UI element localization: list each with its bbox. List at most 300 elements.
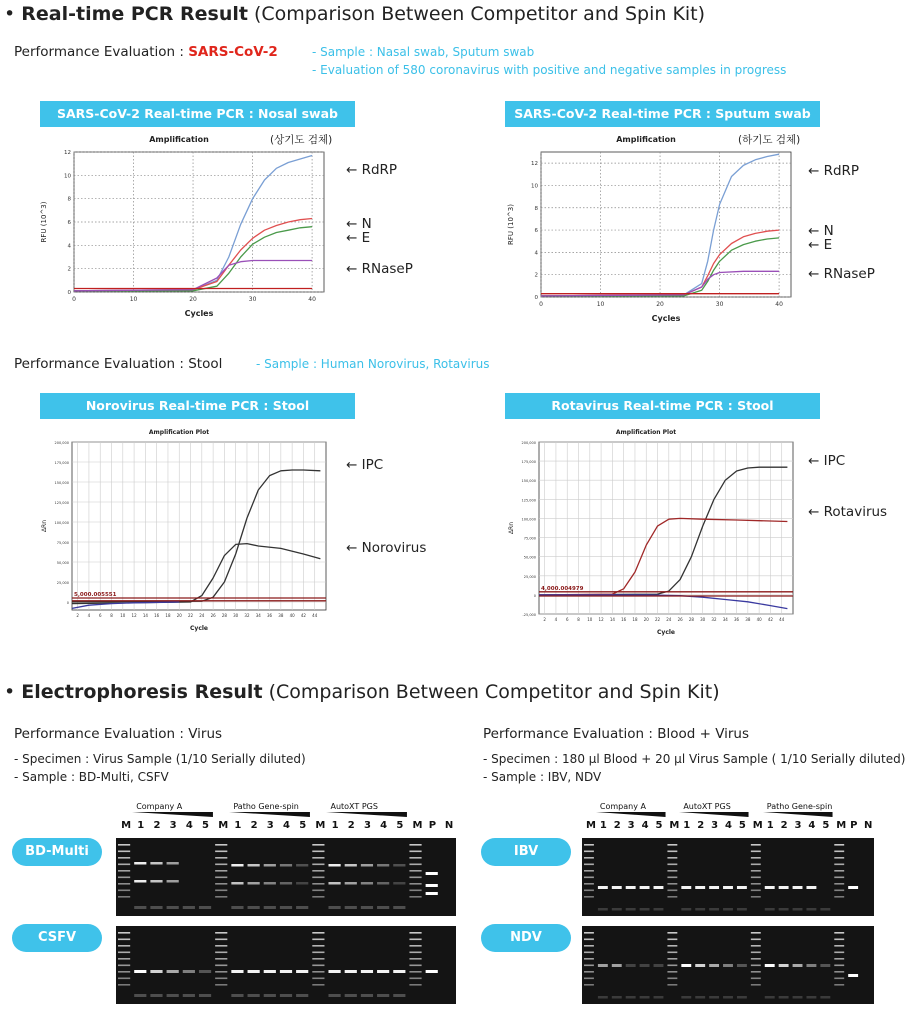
right-gel-panel bbox=[582, 800, 874, 1010]
sample-band bbox=[248, 864, 260, 867]
gel-lane-label: 1 bbox=[234, 820, 242, 831]
ladder-band bbox=[584, 896, 594, 898]
primer-band bbox=[709, 996, 719, 999]
ladder-band bbox=[215, 844, 227, 846]
primer-band bbox=[377, 906, 389, 909]
x-tick-label: 42 bbox=[767, 617, 773, 622]
gel-lane-label: M bbox=[585, 820, 596, 831]
electro-section-title: • Electrophoresis Result (Comparison Between Competitor and Spin Kit) bbox=[4, 681, 720, 703]
left-spec-2: - Sample : BD-Multi, CSFV bbox=[14, 770, 169, 784]
x-tick-label: 20 bbox=[189, 296, 197, 303]
ladder-band bbox=[584, 952, 594, 954]
ladder-band bbox=[667, 958, 677, 960]
sputum-korean-label: (하기도 검체) bbox=[738, 134, 801, 146]
y-tick-label: 150,000 bbox=[521, 479, 536, 484]
primer-band bbox=[134, 906, 146, 909]
pill-bd-multi: BD-Multi bbox=[12, 838, 102, 866]
sample-band bbox=[723, 886, 733, 889]
y-tick-label: 4 bbox=[67, 243, 71, 250]
gel-group-label: AutoXT PGS bbox=[330, 802, 378, 811]
sample-band bbox=[681, 964, 691, 967]
ladder-band bbox=[751, 877, 761, 879]
ladder-band bbox=[409, 939, 421, 941]
ladder-band bbox=[834, 932, 844, 934]
primer-band bbox=[361, 906, 373, 909]
ladder-band bbox=[312, 877, 324, 879]
ladder-band bbox=[312, 864, 324, 866]
x-tick-label: 4 bbox=[87, 613, 91, 618]
plot-frame bbox=[72, 442, 326, 610]
x-tick-label: 20 bbox=[176, 613, 182, 618]
primer-band bbox=[328, 906, 340, 909]
y-tick-label: 12 bbox=[64, 150, 71, 156]
dilution-wedge bbox=[326, 812, 407, 820]
primer-band bbox=[280, 906, 292, 909]
plot-frame bbox=[541, 152, 791, 297]
sample-band bbox=[248, 970, 260, 973]
ladder-band bbox=[667, 978, 677, 980]
pill-ndv: NDV bbox=[481, 924, 571, 952]
primer-band bbox=[183, 906, 195, 909]
y-tick-label: 6 bbox=[534, 228, 538, 235]
gel-group-label: AutoXT PGS bbox=[683, 802, 731, 811]
sample-band bbox=[183, 970, 195, 973]
primer-band bbox=[598, 908, 608, 911]
primer-band bbox=[393, 994, 405, 997]
ladder-band bbox=[118, 896, 130, 898]
chart-title: Amplification Plot bbox=[615, 429, 677, 436]
sars-eval-line: Performance Evaluation : SARS-CoV-2 bbox=[14, 44, 278, 60]
primer-band bbox=[296, 994, 308, 997]
y-tick-label: 100,000 bbox=[54, 521, 69, 525]
ladder-band bbox=[834, 851, 844, 853]
ladder-band bbox=[584, 971, 594, 973]
ladder-band bbox=[834, 890, 844, 892]
sample-band bbox=[612, 964, 622, 967]
sample-band bbox=[654, 964, 664, 967]
ladder-band bbox=[215, 883, 227, 885]
x-tick-label: 44 bbox=[312, 613, 318, 618]
ladder-band bbox=[312, 870, 324, 872]
ladder-band bbox=[215, 939, 227, 941]
positive-band bbox=[426, 970, 438, 973]
sample-band bbox=[793, 964, 803, 967]
x-tick-label: 22 bbox=[187, 613, 194, 618]
primer-band bbox=[806, 908, 816, 911]
gel-lane-label: 2 bbox=[613, 820, 621, 831]
primer-band bbox=[695, 908, 705, 911]
x-tick-label: 14 bbox=[609, 617, 615, 622]
sample-band bbox=[328, 882, 340, 885]
primer-band bbox=[199, 906, 211, 909]
x-tick-label: 28 bbox=[221, 613, 227, 618]
ladder-band bbox=[834, 939, 844, 941]
nasal-label-e: ← E bbox=[346, 230, 371, 246]
y-axis-label: RFU (10^3) bbox=[507, 204, 515, 245]
gel-image-ndv bbox=[582, 926, 874, 1004]
gel-lane-label: 2 bbox=[697, 820, 705, 831]
nasal-banner: SARS-CoV-2 Real-time PCR : Nosal swab bbox=[40, 101, 355, 127]
sample-band bbox=[134, 970, 146, 973]
gel-lane-label: 3 bbox=[627, 820, 635, 831]
dilution-wedge bbox=[596, 812, 666, 820]
primer-band bbox=[167, 994, 179, 997]
gel-lane-label: 1 bbox=[331, 820, 339, 831]
ladder-band bbox=[667, 877, 677, 879]
positive-band bbox=[426, 892, 438, 895]
y-tick-label: 75,000 bbox=[56, 541, 69, 545]
primer-band bbox=[345, 994, 357, 997]
x-tick-label: 18 bbox=[165, 613, 171, 618]
rota-banner: Rotavirus Real-time PCR : Stool bbox=[505, 393, 820, 419]
chart-title: Amplification Plot bbox=[148, 429, 210, 436]
y-tick-label: 0 bbox=[67, 290, 71, 296]
ladder-band bbox=[667, 971, 677, 973]
ladder-band bbox=[215, 864, 227, 866]
sample-band bbox=[296, 970, 308, 973]
y-tick-label: 8 bbox=[534, 205, 538, 212]
positive-band bbox=[426, 872, 438, 875]
sample-band bbox=[361, 882, 373, 885]
ladder-band bbox=[312, 945, 324, 947]
ladder-band bbox=[751, 851, 761, 853]
primer-band bbox=[806, 996, 816, 999]
ladder-band bbox=[667, 932, 677, 934]
noro-chart bbox=[38, 422, 334, 632]
primer-band bbox=[626, 908, 636, 911]
primer-band bbox=[737, 908, 747, 911]
primer-band bbox=[199, 994, 211, 997]
gel-lane-label: M bbox=[412, 820, 423, 831]
left-gel-panel bbox=[116, 800, 456, 1010]
ladder-band bbox=[584, 890, 594, 892]
gel-lane-label: 4 bbox=[641, 820, 649, 831]
gel-image-ibv bbox=[582, 838, 874, 916]
gel-lane-label: 4 bbox=[380, 820, 388, 831]
x-tick-label: 12 bbox=[598, 617, 604, 622]
ladder-band bbox=[667, 864, 677, 866]
x-tick-label: 20 bbox=[656, 301, 664, 308]
ladder-band bbox=[409, 971, 421, 973]
sample-band bbox=[199, 970, 211, 973]
gel-lane-label: 3 bbox=[266, 820, 274, 831]
ladder-band bbox=[215, 932, 227, 934]
x-axis-label: Cycles bbox=[184, 309, 214, 318]
ladder-band bbox=[584, 864, 594, 866]
ladder-band bbox=[667, 844, 677, 846]
sample-band bbox=[167, 880, 179, 883]
ladder-band bbox=[118, 851, 130, 853]
ladder-band bbox=[751, 896, 761, 898]
gel-lane-label: 5 bbox=[396, 820, 404, 831]
sample-band bbox=[765, 886, 775, 889]
ladder-band bbox=[584, 844, 594, 846]
ladder-band bbox=[409, 978, 421, 980]
ladder-band bbox=[584, 851, 594, 853]
sample-band bbox=[377, 864, 389, 867]
primer-band bbox=[598, 996, 608, 999]
y-tick-label: 4 bbox=[534, 250, 538, 257]
x-tick-label: 40 bbox=[308, 296, 316, 303]
sample-band bbox=[765, 964, 775, 967]
ladder-band bbox=[751, 870, 761, 872]
chart-title: Amplification bbox=[616, 135, 676, 144]
gel-lane-label: N bbox=[444, 820, 454, 831]
gel-group-label: Patho Gene-spin bbox=[766, 802, 833, 811]
ladder-band bbox=[215, 890, 227, 892]
sample-band bbox=[134, 862, 146, 865]
y-axis-label: ΔRn bbox=[508, 521, 515, 535]
sample-band bbox=[345, 882, 357, 885]
sample-band bbox=[345, 970, 357, 973]
ladder-band bbox=[312, 978, 324, 980]
primer-band bbox=[377, 994, 389, 997]
primer-band bbox=[231, 906, 243, 909]
primer-band bbox=[793, 996, 803, 999]
ladder-band bbox=[118, 883, 130, 885]
primer-band bbox=[280, 994, 292, 997]
y-tick-label: 25,000 bbox=[56, 581, 69, 585]
x-tick-label: 10 bbox=[596, 301, 605, 308]
sample-band bbox=[264, 882, 276, 885]
y-axis-label: ΔRn bbox=[41, 519, 48, 533]
ladder-band bbox=[118, 890, 130, 892]
sars-note-1: - Sample : Nasal swab, Sputum swab bbox=[312, 45, 535, 59]
nasal-label-n: ← N bbox=[346, 216, 372, 232]
sample-band bbox=[328, 970, 340, 973]
gel-lane-label: 1 bbox=[599, 820, 607, 831]
x-tick-label: 10 bbox=[129, 296, 138, 303]
y-tick-label: 200,000 bbox=[54, 441, 69, 445]
sample-band bbox=[598, 886, 608, 889]
primer-band bbox=[183, 994, 195, 997]
sample-band bbox=[264, 864, 276, 867]
ladder-band bbox=[215, 952, 227, 954]
rota-chart bbox=[505, 422, 801, 636]
ladder-band bbox=[409, 958, 421, 960]
gel-lane-label: 3 bbox=[794, 820, 802, 831]
gel-lane-label: 1 bbox=[766, 820, 774, 831]
ladder-band bbox=[751, 958, 761, 960]
ladder-band bbox=[215, 984, 227, 986]
ladder-band bbox=[751, 952, 761, 954]
sputum-label-rdrp: ← RdRP bbox=[808, 163, 860, 179]
y-tick-label: 150,000 bbox=[54, 481, 69, 485]
y-tick-label: 10 bbox=[64, 173, 71, 180]
x-tick-label: 30 bbox=[233, 613, 239, 618]
primer-band bbox=[640, 908, 650, 911]
primer-band bbox=[779, 908, 789, 911]
ladder-band bbox=[834, 883, 844, 885]
gel-lane-label: 2 bbox=[347, 820, 355, 831]
ladder-band bbox=[409, 857, 421, 859]
primer-band bbox=[779, 996, 789, 999]
gel-lane-label: M bbox=[752, 820, 763, 831]
ladder-band bbox=[667, 857, 677, 859]
sample-band bbox=[681, 886, 691, 889]
gel-background bbox=[116, 838, 456, 916]
left-spec-1: - Specimen : Virus Sample (1/10 Serially diluted) bbox=[14, 752, 306, 766]
ladder-band bbox=[118, 877, 130, 879]
x-tick-label: 0 bbox=[72, 296, 76, 303]
ladder-band bbox=[409, 896, 421, 898]
y-tick-label: 25,000 bbox=[523, 574, 536, 579]
y-tick-label: 175,000 bbox=[54, 461, 69, 465]
ladder-band bbox=[584, 984, 594, 986]
ladder-band bbox=[834, 971, 844, 973]
primer-band bbox=[167, 906, 179, 909]
gel-lane-label: 4 bbox=[808, 820, 816, 831]
sample-band bbox=[231, 970, 243, 973]
ladder-band bbox=[751, 890, 761, 892]
ladder-band bbox=[834, 965, 844, 967]
sample-band bbox=[820, 964, 830, 967]
ladder-band bbox=[584, 965, 594, 967]
ladder-band bbox=[667, 945, 677, 947]
sample-band bbox=[134, 880, 146, 883]
primer-band bbox=[820, 908, 830, 911]
sample-band bbox=[167, 970, 179, 973]
sample-band bbox=[793, 886, 803, 889]
x-tick-label: 18 bbox=[632, 617, 638, 622]
primer-band bbox=[626, 996, 636, 999]
ladder-band bbox=[118, 958, 130, 960]
ladder-band bbox=[667, 870, 677, 872]
nasal-chart bbox=[38, 130, 338, 325]
sample-band bbox=[709, 964, 719, 967]
ladder-band bbox=[409, 984, 421, 986]
sample-band bbox=[377, 882, 389, 885]
sample-band bbox=[248, 882, 260, 885]
sample-band bbox=[737, 964, 747, 967]
dilution-wedge-shape bbox=[326, 812, 407, 817]
x-tick-label: 32 bbox=[244, 613, 250, 618]
y-tick-label: 50,000 bbox=[523, 555, 536, 560]
x-tick-label: 24 bbox=[199, 613, 205, 618]
nasal-korean-label: (상기도 검체) bbox=[270, 134, 333, 146]
x-tick-label: 6 bbox=[98, 613, 102, 618]
ladder-band bbox=[312, 857, 324, 859]
y-tick-label: 200,000 bbox=[521, 441, 536, 445]
ladder-band bbox=[751, 857, 761, 859]
ladder-band bbox=[834, 877, 844, 879]
ladder-band bbox=[667, 952, 677, 954]
ladder-band bbox=[584, 877, 594, 879]
ladder-band bbox=[118, 932, 130, 934]
x-tick-label: 32 bbox=[711, 617, 717, 622]
rota-label-rotavirus: ← Rotavirus bbox=[808, 504, 888, 520]
sample-band bbox=[779, 886, 789, 889]
ladder-band bbox=[409, 870, 421, 872]
ladder-band bbox=[215, 870, 227, 872]
ladder-band bbox=[312, 939, 324, 941]
ladder-band bbox=[667, 965, 677, 967]
dilution-wedge bbox=[679, 812, 749, 820]
ladder-band bbox=[118, 939, 130, 941]
positive-band bbox=[848, 886, 858, 889]
right-spec-1: - Specimen : 180 μl Blood + 20 μl Virus Sample ( 1/10 Serially diluted) bbox=[483, 752, 905, 766]
x-tick-label: 24 bbox=[666, 617, 672, 622]
ladder-band bbox=[312, 971, 324, 973]
ladder-band bbox=[118, 864, 130, 866]
sputum-label-rnasep: ← RNaseP bbox=[808, 266, 875, 282]
x-tick-label: 2 bbox=[76, 613, 79, 618]
ladder-band bbox=[118, 965, 130, 967]
ladder-band bbox=[118, 984, 130, 986]
sample-band bbox=[345, 864, 357, 867]
ladder-band bbox=[118, 971, 130, 973]
x-tick-label: 16 bbox=[621, 617, 627, 622]
x-tick-label: 28 bbox=[688, 617, 694, 622]
y-tick-label: 8 bbox=[67, 196, 71, 203]
noro-banner: Norovirus Real-time PCR : Stool bbox=[40, 393, 355, 419]
primer-band bbox=[654, 996, 664, 999]
ladder-band bbox=[409, 932, 421, 934]
dilution-wedge-shape bbox=[596, 812, 666, 817]
gel-lane-label: 5 bbox=[202, 820, 210, 831]
gel-lane-label: 3 bbox=[363, 820, 371, 831]
x-axis-label: Cycle bbox=[657, 629, 675, 636]
gel-lane-label: P bbox=[850, 820, 858, 831]
ladder-band bbox=[834, 844, 844, 846]
ladder-band bbox=[751, 932, 761, 934]
x-tick-label: 42 bbox=[300, 613, 306, 618]
ladder-band bbox=[834, 857, 844, 859]
sample-band bbox=[361, 970, 373, 973]
x-tick-label: 36 bbox=[734, 617, 740, 622]
x-tick-label: 40 bbox=[775, 301, 783, 308]
sample-band bbox=[231, 882, 243, 885]
sample-band bbox=[231, 864, 243, 867]
gel-lane-label: 3 bbox=[169, 820, 177, 831]
gel-lane-label: P bbox=[428, 820, 437, 831]
sample-band bbox=[328, 864, 340, 867]
ladder-band bbox=[215, 877, 227, 879]
gel-group-label: Patho Gene-spin bbox=[233, 802, 299, 811]
y-tick-label: 125,000 bbox=[54, 501, 69, 505]
primer-band bbox=[150, 994, 162, 997]
y-tick-label: 75,000 bbox=[523, 536, 536, 541]
primer-band bbox=[248, 994, 260, 997]
noro-label-ipc: ← IPC bbox=[346, 457, 384, 473]
y-tick-label: 0 bbox=[534, 295, 538, 301]
ladder-band bbox=[584, 932, 594, 934]
ladder-band bbox=[409, 945, 421, 947]
x-tick-label: 16 bbox=[154, 613, 160, 618]
dilution-wedge-shape bbox=[229, 812, 310, 817]
nasal-label-rnasep: ← RNaseP bbox=[346, 261, 413, 277]
x-tick-label: 2 bbox=[543, 617, 546, 622]
ladder-band bbox=[118, 870, 130, 872]
gel-lane-label: 4 bbox=[283, 820, 290, 831]
gel-lane-label: 4 bbox=[185, 820, 193, 831]
x-tick-label: 20 bbox=[643, 617, 649, 622]
gel-lane-label: M bbox=[669, 820, 680, 831]
ladder-band bbox=[667, 939, 677, 941]
x-tick-label: 8 bbox=[110, 613, 113, 618]
primer-band bbox=[695, 996, 705, 999]
ladder-band bbox=[215, 851, 227, 853]
primer-band bbox=[361, 994, 373, 997]
dilution-wedge bbox=[763, 812, 833, 820]
gel-lane-label: 2 bbox=[250, 820, 258, 831]
sample-band bbox=[296, 882, 308, 885]
primer-band bbox=[820, 996, 830, 999]
dilution-wedge bbox=[229, 812, 310, 820]
ladder-band bbox=[667, 896, 677, 898]
sample-band bbox=[598, 964, 608, 967]
sample-band bbox=[626, 964, 636, 967]
